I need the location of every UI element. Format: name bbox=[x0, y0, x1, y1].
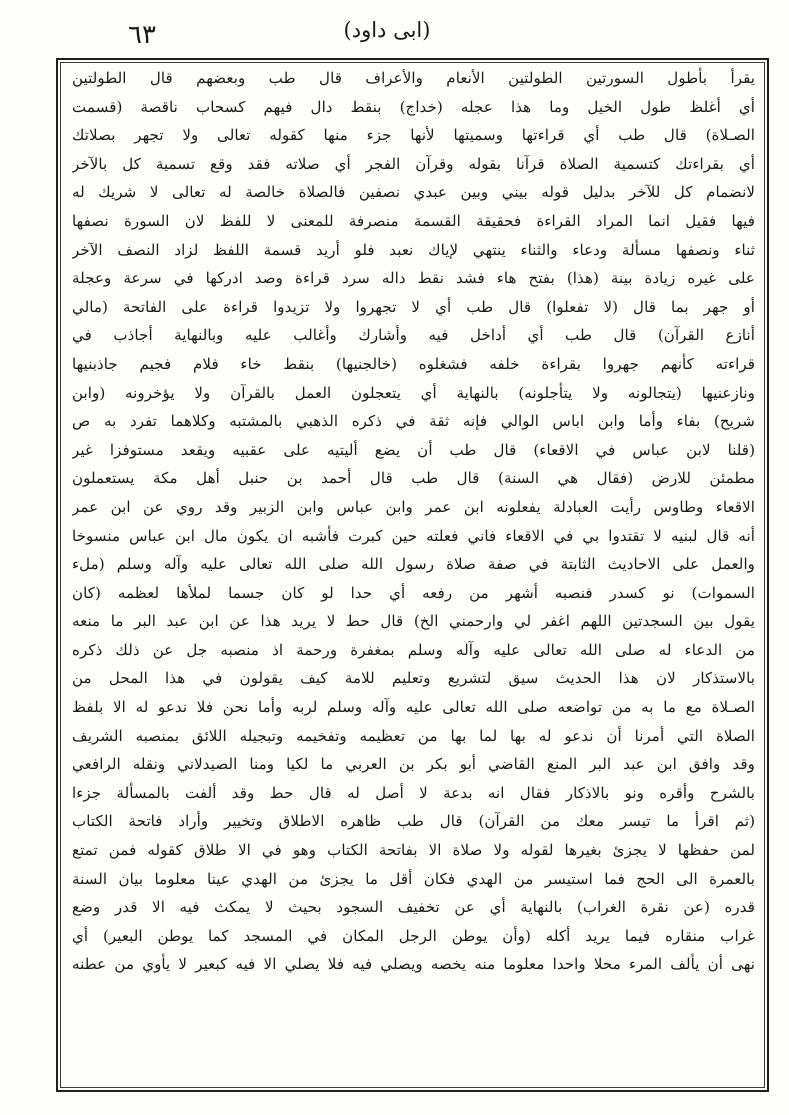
page-header bbox=[0, 14, 789, 54]
commentary-text-block bbox=[72, 64, 755, 1065]
text-line: الاقعاء وطاوس رأيت العبادلة يفعلونه ابن عمر وابن عباس وابن الزبير وقد روي عن ابن عمر bbox=[72, 497, 755, 516]
text-line bbox=[72, 1036, 755, 1065]
text-line: وقد وافق ابن عبد البر المنع القاضي أبو بكر بن العربي ما لكيا ومنا الصيدلاني ونقله الرافعي bbox=[72, 755, 755, 774]
text-line: يقول بين السجدتين اللهم اغفر لي وارحمني الخ) قال حط لا يريد هذا عن ابن عبد البر ما منعه bbox=[72, 612, 755, 631]
text-line: مطمئن للارض (فقال هي السنة) قال طب قال أحمد بن حنبل أهل مكة يستعملون bbox=[72, 469, 755, 488]
text-line: ثناء ونصفها مسألة ودعاء والثناء ينتهي لإياك نعبد فلو أريد قسمة اللفظ لزاد النصف الآخر bbox=[72, 240, 755, 259]
text-line: الصلاة التي أمرنا أن ندعو له بها لما بها من تعظيمه وتفخيمه وتبجيله اللائق بمنصبه الشريف bbox=[72, 726, 755, 745]
text-line: الصـلاة مع ما به من تواضعه صلى الله تعالى عليه وآله وسلم لربه وأما نحن فلا ندعو له الا بلفظ bbox=[72, 698, 755, 717]
text-line bbox=[72, 1008, 755, 1037]
text-line: نهى أن يألف المرء محلا واحدا معلوما منه يخصه ويصلي فيه فلا يصلي الا فيه كبعير لا يأوي من عطنه bbox=[72, 955, 755, 974]
text-line: يقرأ بأطول السورتين الطولتين الأنعام والأعراف قال طب وبعضهم قال الطولتين bbox=[72, 69, 755, 87]
text-line: (قلنا لابن عباس في الاقعاء) قال طب أن يضع أليتيه على عقبيه ويقعد مستوفزا غير bbox=[72, 440, 755, 459]
text-line: غراب منقاره فيما يريد أكله (وأن يوطن الرجل المكان في المسجد كما يوطن البعير) أي bbox=[72, 926, 755, 945]
text-line: فيها فقيل انما المراد القراءة فحقيقة القسمة منصرفة للمعنى لا للفظ لان السورة نصفها bbox=[72, 211, 755, 230]
text-line: بالشرح وأقره ونو بالاذكار فقال انه بدعة لا أصل له قال حط وقد ألفت بالمسألة جزءا bbox=[72, 783, 755, 802]
running-head: (ابی داود) bbox=[343, 18, 431, 42]
text-line: أو جهر بما قال (لا تفعلوا) قال طب أي لا تجهروا ولا تزيدوا قراءة على الفاتحة (مالي bbox=[72, 297, 755, 316]
text-line: لمن حفظها لا يجزئ بغيرها لقوله ولا صلاة الا بفاتحة الكتاب وهو في الا طلاق كقوله فمن تمتع bbox=[72, 841, 755, 860]
text-line: بالعمرة الى الحج فما استيسر من الهدي فكان أقل ما يجزئ من الهدي عينا معلوما بيان السنة bbox=[72, 869, 755, 888]
text-line: من الدعاء له صلى الله تعالى عليه وآله وسلم بمغفرة ورحمة اذ منصبه جل عن ذلك ذكره bbox=[72, 640, 755, 659]
page-number: ٦٣ bbox=[128, 20, 156, 50]
text-line: قدره (عن نقرة الغراب) بالنهاية أي عن تخفيف السجود بحيث لا يمكث فيه الا قدر وضع bbox=[72, 898, 755, 917]
text-line: والعمل على الاحاديث الثابتة في صفة صلاة رسول الله صلى الله تعالى عليه وآله وسلم (ملء bbox=[72, 555, 755, 574]
text-line: (ثم اقرأ ما تيسر معك من القرآن) قال طب ظاهره الاطلاق وتخيير وأراد فاتحة الكتاب bbox=[72, 812, 755, 831]
text-line: لانضمام كل للآخر بدليل قوله بيني وبين عبدي نصفين فالصلاة خالصة له تعالى لا شريك له bbox=[72, 183, 755, 202]
text-line: ونازعنيها (يتجالونه ولا يتأجلونه) بالنهاية أي يتعجلون العمل بالقرآن ولا يؤخرونه (وابن bbox=[72, 383, 755, 402]
text-line: السموات) نو كسدر فنصبه أشهر من رفعه أي حدا لو كان جسما لملأها لعظمه (كان bbox=[72, 583, 755, 602]
text-line: أنه قال لبنيه لا تقتدوا بي في الاقعاء فاني فعلته حين كبرت فأشبه ان يكون مال ابن عباس منسوخا bbox=[72, 526, 755, 545]
text-line: الصـلاة) قال طب أي قراءتها وسميتها لأنها جزء منها كقوله تعالى ولا تجهر بصلاتك bbox=[72, 126, 755, 145]
text-line: قراءته كأنهم جهروا بقراءة خلفه فشغلوه (خالجنيها) بنقط خاء فلام فجيم جاذبنيها bbox=[72, 354, 755, 373]
text-line bbox=[72, 979, 755, 1008]
text-line: شريح) بفاء وأما وابن اباس الوالي فإنه ثقة في ذكره الذهبي بالمشتبه وكلاهما تفرد به ص bbox=[72, 412, 755, 431]
text-line: على غيره زيادة بينة (هذا) بفتح هاء فشد نقط داله سرد قراءة وصد ادركها في سرعة وعجلة bbox=[72, 269, 755, 288]
text-line: أي أغلظ طول الخيل وما هذا عجله (خداج) بنقط دال فيهم كسحاب ناقصة (قسمت bbox=[72, 97, 755, 116]
text-line: أنازع القرآن) قال طب أي أداخل فيه وأشارك وأغالب عليه وبالنهاية أجاذب في bbox=[72, 326, 755, 345]
text-line: بالاستذكار لان هذا الحديث سيق لتشريع وتعليم للامة كيف يقولون في هذا المحل من bbox=[72, 669, 755, 688]
text-line: أي بقراءتك كتسمية الصلاة قرآنا بقوله وقرآن الفجر أي صلاته فقد وقع تسمية كل بالآخر bbox=[72, 154, 755, 173]
